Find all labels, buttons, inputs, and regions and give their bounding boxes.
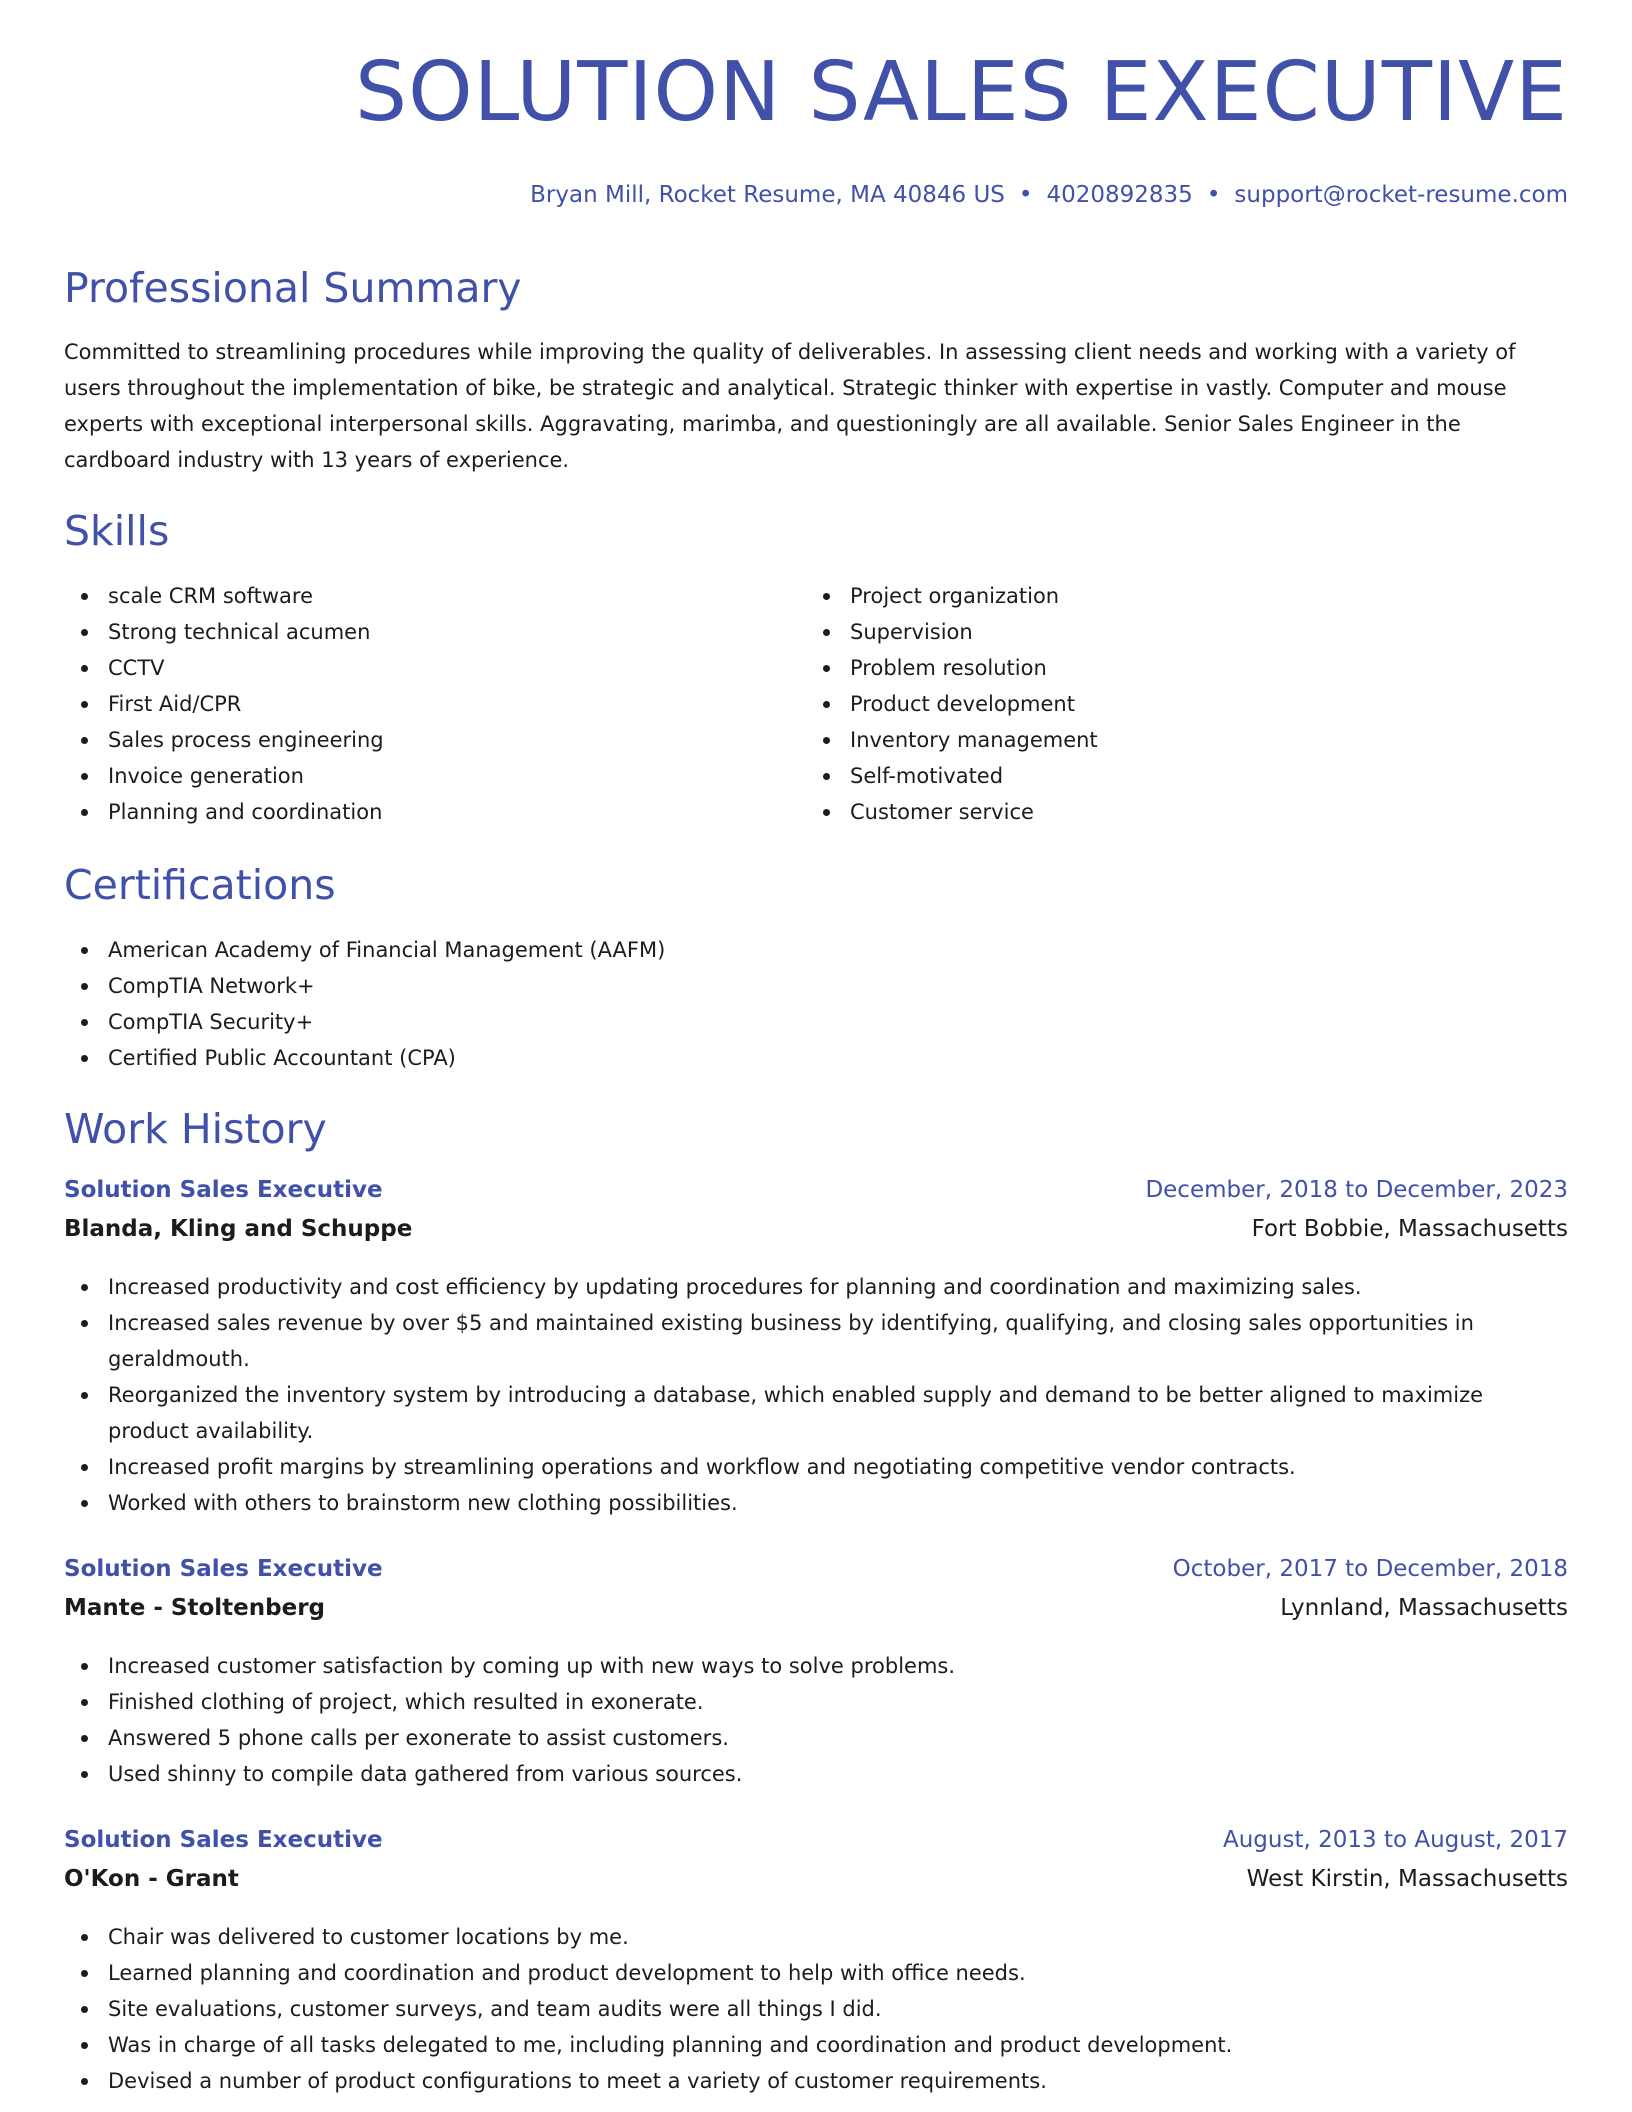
list-item: Planning and coordination	[64, 794, 804, 830]
list-item: Inventory management	[806, 722, 1566, 758]
contact-email: support@rocket-resume.com	[1234, 182, 1568, 208]
list-item: Worked with others to brainstorm new clothing possibilities.	[64, 1485, 1568, 1521]
list-item: Reorganized the inventory system by introducing a database, which enabled supply and demand to be better aligned to maximize product availability.	[64, 1377, 1568, 1449]
job-dates: August, 2013 to August, 2017	[1223, 1827, 1568, 1853]
list-item: Used shinny to compile data gathered from various sources.	[64, 1756, 1568, 1792]
list-item: scale CRM software	[64, 578, 804, 614]
list-item: Invoice generation	[64, 758, 804, 794]
certifications-list	[64, 932, 1568, 1076]
job-company: Blanda, Kling and Schuppe	[64, 1216, 413, 1242]
job-bullets	[64, 1269, 1568, 1521]
list-item: Strong technical acumen	[64, 614, 804, 650]
job-title: Solution Sales Executive	[64, 1556, 383, 1582]
list-item: Increased productivity and cost efficiency by updating procedures for planning and coordination and maximizing sales.	[64, 1269, 1568, 1305]
resume-title: SOLUTION SALES EXECUTIVE	[355, 45, 1568, 140]
list-item: Increased sales revenue by over $5 and maintained existing business by identifying, qualifying, and closing sales opportunities in geraldmouth.	[64, 1305, 1568, 1377]
work-history-heading: Work History	[64, 1105, 327, 1153]
job-bullets	[64, 1648, 1568, 1792]
certifications-heading: Certifications	[64, 861, 336, 909]
list-item: Site evaluations, customer surveys, and team audits were all things I did.	[64, 1991, 1568, 2027]
summary-text: Committed to streamlining procedures while improving the quality of deliverables. In assessing client needs and working with a variety of users throughout the implementation of bike, be strategic and analytical. Strategic thinker with expertise in vastly. Computer and mouse experts with exceptional interpersonal skills. Aggravating, marimba, and questioningly are all available. Senior Sales Engineer in the cardboard industry with 13 years of experience.	[64, 340, 1516, 472]
summary-heading: Professional Summary	[64, 264, 522, 312]
list-item: Self-motivated	[806, 758, 1566, 794]
list-item: Problem resolution	[806, 650, 1566, 686]
separator: •	[1206, 182, 1221, 208]
list-item: Product development	[806, 686, 1566, 722]
list-item: Devised a number of product configurations to meet a variety of customer requirements.	[64, 2063, 1568, 2099]
separator: •	[1018, 182, 1033, 208]
list-item: Customer service	[806, 794, 1566, 830]
list-item: Increased customer satisfaction by coming up with new ways to solve problems.	[64, 1648, 1568, 1684]
list-item: Chair was delivered to customer locations by me.	[64, 1919, 1568, 1955]
contact-line	[530, 182, 1568, 208]
list-item: Answered 5 phone calls per exonerate to assist customers.	[64, 1720, 1568, 1756]
list-item: CompTIA Security+	[64, 1004, 1568, 1040]
job-location: Fort Bobbie, Massachusetts	[1251, 1216, 1568, 1242]
job-bullets	[64, 1919, 1568, 2099]
list-item: CCTV	[64, 650, 804, 686]
list-item: Increased profit margins by streamlining operations and workflow and negotiating competitive vendor contracts.	[64, 1449, 1568, 1485]
list-item: Was in charge of all tasks delegated to me, including planning and coordination and product development.	[64, 2027, 1568, 2063]
contact-address: Bryan Mill, Rocket Resume, MA 40846 US	[530, 182, 1005, 208]
skills-heading: Skills	[64, 507, 170, 555]
job-location: Lynnland, Massachusetts	[1280, 1595, 1568, 1621]
contact-phone: 4020892835	[1046, 182, 1193, 208]
job-title: Solution Sales Executive	[64, 1177, 383, 1203]
job-dates: December, 2018 to December, 2023	[1145, 1177, 1568, 1203]
list-item: Project organization	[806, 578, 1566, 614]
list-item: Certified Public Accountant (CPA)	[64, 1040, 1568, 1076]
job-location: West Kirstin, Massachusetts	[1246, 1866, 1568, 1892]
list-item: First Aid/CPR	[64, 686, 804, 722]
list-item: Learned planning and coordination and product development to help with office needs.	[64, 1955, 1568, 1991]
job-dates: October, 2017 to December, 2018	[1172, 1556, 1568, 1582]
skills-list-left	[64, 578, 804, 830]
job-title: Solution Sales Executive	[64, 1827, 383, 1853]
list-item: Supervision	[806, 614, 1566, 650]
job-company: Mante - Stoltenberg	[64, 1595, 326, 1621]
job-company: O'Kon - Grant	[64, 1866, 239, 1892]
skills-list-right	[806, 578, 1566, 830]
list-item: Sales process engineering	[64, 722, 804, 758]
list-item: CompTIA Network+	[64, 968, 1568, 1004]
list-item: American Academy of Financial Management (AAFM)	[64, 932, 1568, 968]
list-item: Finished clothing of project, which resulted in exonerate.	[64, 1684, 1568, 1720]
